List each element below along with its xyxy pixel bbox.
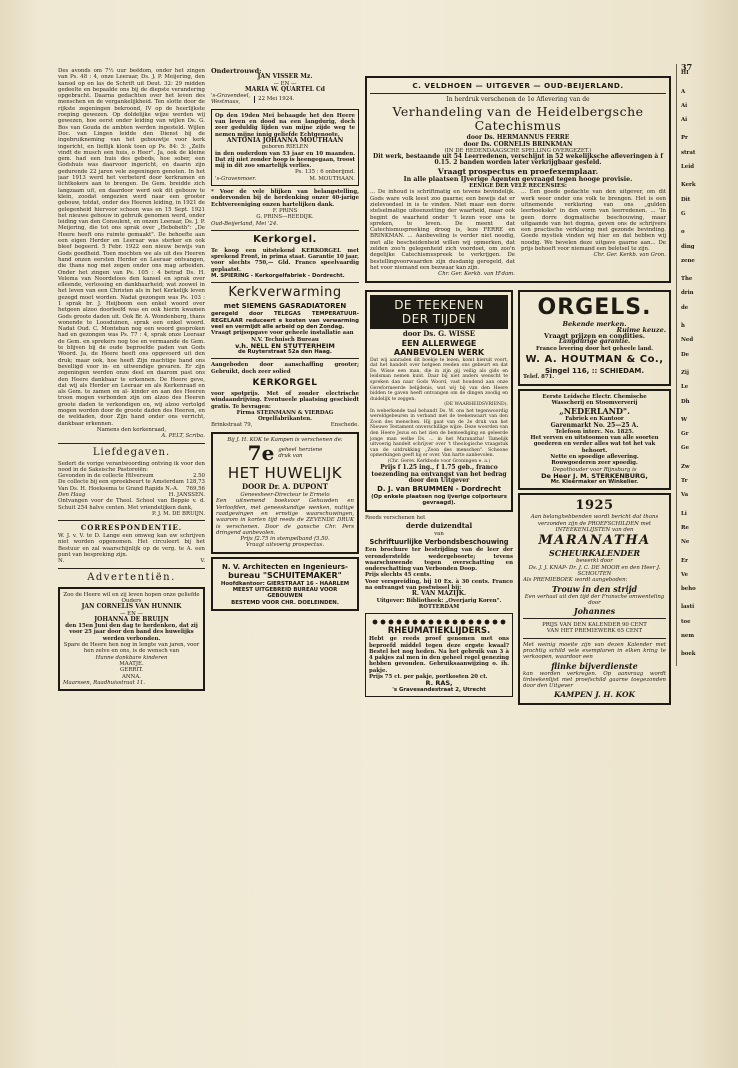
fragment-text: Pr xyxy=(681,135,688,142)
fragment-text: Ai xyxy=(681,102,688,109)
divider xyxy=(211,358,359,359)
fragment-text: Va xyxy=(681,492,689,499)
col3-left: DE TEEKENEN DER TIJDEN door Ds. G. WISSE EEN ALLERWEGE AANBEVOLEN WERK Dat wij aanraden dit boekje te lezen, komt hieruit voort, dat het handelt over hetgeen reeden ons gebeurt en dat Ds. Wisse een man, die in zijn gij veilig als gids en leidsman nemen kunt. Daar bij niet anders wenscht te spreken dan naar Gods Woord, vast houdend aan onze Gereformeerde belijdenis, wat wij bij van den Heere bidden te gaven heeft ontvangen om de dingen zoodig en duidelijk te zeggen. (DE WAARHEIDSVRIEND). In weberkende taal behandt Ds. W. ons het tegenwoordig wereldgebeuren in verband met de teekenwaart van den Zoon des menschen. Hij gaat van de 2e druk van het Nieuwe Testament onverschillige wijze. Deze woorden van den Heere Jezus en het zien de bemoediging en geleerde jonge man welke Ds. ... in het Maranatha! Tamelijk uitvoerig handelt schrijver over 't theologische vraagstuk van de uitdrukking „Zoon des menschen". Schoone opmerkingen geeft hij er over. Van harte aanbevolen. (Chr. Gerev. Kerkbode voor Groningen e. a.) Prijs f 1.25 ing., f 1.75 geb., franco toezending na ontvangst van het bedrag door den Uitgever D. J. van BRUMMEN - Dordrecht (Op enkele plaatsen nog ijverige colporteurs gevraagd). Reeds verschenen het derde duizendtal van Schriftuurlijke Verbondsbeschouwing Een brochure ter bestrijding van de leer der veronderstelde wedergeboorte; tevens waarschuwende tegen overschatting en onderschatting van Verbonden Doop. Prijs slechts 45 cents. Voor verspreiding, bij 10 Ex. à 30 cents. Franco na ontvangst van postwissel bij: R. VAN MAZIJK. Uitgever: Bibliotheek: „Overjarig Koren". ROTTERDAM RHEUMATIEKLIJDERS. Hebt ge reeds proef genomen met ons beproefd middel tegen deze ergste kwaal? Bestel het nog heden. Na het gebruik van 3 à 4 pakjes zal men in den geheel regel genezing hebben gevonden. Gebruiksaanwijzing o. ih. pakje. Prijs 75 ct. per pakje, portkosten 20 ct. R. RAS, 's Gravesandestraat 2, Utrecht xyxy=(365,287,513,708)
death-notice: Op den 19den Mei behaagde het den Heere van leven en dood na een langdurig, doch zeer geduldig lijden van mijne zijde weg te nemen mijne innig geliefde Echtgenoote, ANTONIA JOHANNA MOUTHAAN geboren RIELEN in den ouderdom van 53 jaar en 10 maanden. Dat zij niet zonder hoop is heengegaan, troost mij in dit zoo smartelijk verlies. Ps. 135 : 6 onberijmd. 's-Gravenmoer. M. MOUTHAAN. xyxy=(211,109,359,186)
maranatha-title: MARANATHA xyxy=(538,533,651,549)
fragment-text: Dit xyxy=(681,196,691,203)
correspondence-text: W. J. v. V. te D. Lange een omweg kan uw schrijven niet worden opgenomen. Het circuleert bij het Bestuur en zal waarschijnlijk op de verg. te A. een punt van bespreking zijn. xyxy=(58,533,205,559)
column-5-clipped xyxy=(676,64,738,666)
fragment-text: HI xyxy=(681,70,689,77)
fragment-text: drin xyxy=(681,290,694,297)
gift-row: Van Ds. H. Hoeksema te Grand Rapids N.-A. 769,56 xyxy=(58,485,205,492)
advertisements-title: Advertentiën. xyxy=(87,571,176,583)
gift-sign-2: P. J. M. DE BRUIJN. xyxy=(152,510,205,517)
fragment-text: ding xyxy=(681,243,695,250)
engaged-heading: Ondertrouwd: xyxy=(211,68,262,75)
fragment-text: lasti xyxy=(681,604,695,611)
divider xyxy=(58,568,205,569)
gifts-title: Liefdegaven. xyxy=(92,446,171,458)
clipped-fragments xyxy=(681,70,738,657)
gift-sign-row: Den Haag H. JANSSEN. xyxy=(58,492,205,498)
divider xyxy=(58,443,205,444)
maranatha-ad: 1925 Aan belanghebbenden wordt bericht dat thans verzonden zijn de PROEFSCHILDEN met INTEEKENLIJSTEN van den MARANATHA SCHEURKALENDER bewerkt door Ds. J. J. KNAP- Dr. J. C. DE MOOR en den Heer J. SCHOUTEN Als PREMIEBOEK wordt aangeboden: Trouw in den strijd Een verhaal uit den tijd der Fransche omwenteling door Johannes PRIJS VAN DEN KALENDER 90 CENT VAN HET PREMIEWERK 65 CENT Met weinig moeite zijn van dezen Kalender met prachtig schild vele exemplaren in elken kring te verkoopen, waardoor een flinke bijverdienste kan worden verkregen. Op aanvraag wordt tinteekenlijst met proefschild gaarne toegezonden door den Uitgever KAMPEN J. H. KOK xyxy=(518,493,671,704)
fragment-text: strat xyxy=(681,149,696,156)
seventh-edition: 7e xyxy=(247,441,275,466)
gifts-list xyxy=(58,473,205,492)
fragment-text: toe xyxy=(681,618,691,625)
orgels-ad: ORGELS. Bekende merken. Ruime keuze. Vraagt prijzen en condities. Langdurige garantie. Franco levering door het geheele land. W. A. HOUTMAN & Co., Singel 116, :: SCHIEDAM. Telef. 871. xyxy=(518,290,671,386)
column-4 xyxy=(518,287,671,708)
engaged-places: 's-Gravendeel, Westmaas, 22 Mei 1924. xyxy=(211,93,295,106)
spiering-line: M. SPIERING - Kerkorgelfabriek - Dordrecht. xyxy=(211,273,345,280)
gift-row: Gevonden in de collecte Hilversum 2.50 xyxy=(58,473,205,480)
fragment-text: zene xyxy=(681,257,695,264)
fragment-text: Ai xyxy=(681,117,688,124)
fragment-text: Dh xyxy=(681,398,690,405)
verhandeling-title: Verhandeling van de Heidelbergsche Catechismus xyxy=(392,104,644,134)
column-2: Ondertrouwd: JAN VISSER Mz. — EN — MARIA W. QUARTEL Cd 's-Gravendeel, Westmaas, 22 Mei 1924. Op den 19den Mei behaagde het den Heere van leven en dood na een langdurig, doch zeer geduldig lijden van mijne zijde weg te nemen mijne innig geliefde Echtgenoote, ANTONIA JOHANNA MOUTHAAN geboren RIELEN in den ouderdom van 53 jaar en 10 maanden. Dat zij niet zonder hoop is heengegaan, troost mij in dit zoo smartelijk verlies. Ps. 135 : 6 onberijmd. 's-Gravenmoer. M. MOUTHAAN. * Voor de vele blijken van belangstelling, ondervonden bij de herdenking onzer 40-jarige Echtvereeniging onzen hartelijken dank. F. PRINS G. PRINS—REEDIJK. Oud-Beijerland, Mei '24. Kerkorgel. Te koop een uitstekend KERKORGEL met sprekend Front, in prima staat. Garantie 10 jaar, voor slechts 750,— Gld. Franco speelvaardig geplaatst. M. SPIERING - Kerkorgelfabriek - Dordrecht. Kerkverwarming met SIEMENS GASRADIATOREN geregeld door TELEGAS TEMPERATUUR-REGELAAR reduceert e kosten van verwarming veel en vermijdt alle arbeid op den Zondag. Vraagt prijsopgave voor geheele installatie aan N.V. Technisch Bureau v.h. NELL EN STUTTERHEIM de Ruyterstraat 52a den Haag. Aangeboden door aanschaffing grooter; Gebruikt, doch zeer solied KERKORGEL voor spotprijs. Met of zonder electrische windaandrijving. Eventueele plaatsing geschiedt gratis. Te bevragen: Firma STEINMANN & VIERDAG Orgelfabrikanten. Brinkstraat 79, Enschede. Bij J. H. KOK te Kampen is verschenen de: 7e geheel herziene druk van HET HUWELIJK DOOR Dr. A. DUPONT Geneesheer-Directeur te Ermelo Een uitnemend boekvoor Gehuwden en Verloofden, met geneeskundige wenken, nuttige raadgevingen en ernstige waarschuwingen, waarom in korten tijd reeds de ZEVENDE DRUK is verschenen. Door de gansche Chr. Pers dringend aanbevolen. Prijs f2.75 in stempelband f3.50. Vraagt uitvoerig prospectus. N. V. Architecten en Ingenieurs- bureau "SCHUITEMAKER" Hoofdkantoor: GIERSTRAAT 16 - HAARLEM MEEST UITGEBREID BUREAU VOOR GEBOUWEN BESTEMD VOOR CHR. DOELEINDEN. xyxy=(211,68,359,614)
gift-row: De collecte bij een spreekbeurt te Amsterdam 128,73 xyxy=(58,479,205,486)
fragment-text: beho xyxy=(681,586,696,593)
church-history-article: Des avonds om 7½ uur beëdom, onder het zingen van Ps. 48 : 4, onze Leeraar, Ds. J. P. Meijering, den kansel op en las de Schrift uit Deut. 32: 29 midden gedeelte en bepaalde ons bij de diepste verandering opgebracht. Daarna gedachten over het leven des menschen en de vergankelijkheid. Ten slotte door de rijkste zegeningen bekroond, IV op de heerlijkste roeping gewezen. Op doldelijke wijze werden wij gewezen, hoe eerst onder leiding van wijlen Ds. G. Bos van Gouda de ambten werden ingesteld. Wijlen Doc. van Lingen leidde den Dienst bij de ingebruikneming van het gebouwtje voor kerk ingericht, en lieflijk klonk toen op Ps. 84: 3: „Zelfs vindt de musch een huis, o Heer". Ja, ook de kleine gem. had een huis des gebeds, hoe sober, een Godshuis was daarvoor ingericht, en daarin zijn gedurende 22 jaren vele zegeningen genoten. In het jaar 1913 werd het verbeterd door kerkramen en lichtkokers aan te brengen. De Gem. breidde zich langzaam uit, en daardoor werd ook dit gebouw te klein, zoodat omgezien werd naar een grooter gebouw, totdat, onder des Heeren leiding, in 1921 de gelegenheid hiervoor schoon was en 15 Sept. 1921 het nieuwe gebouw in gebruik genomen werd, onder leiding van den Consulent, en onzen Leeraar, Ds. J. P. Meijering, die tot ons sprak over „Hebobeth": „De Heere heeft ons ruimte gemaakt". De behoefte aan een eigen Herder en Leeraar was sterker en ook bleef begeerd. 5 Febr. 1922 een nieuw bewijs van Gods goedheid. Toen mochten we als uit des Heeren hand onzen eersten Herder en Leeraar ontvangen, die thans nog met zegen onder ons mag arbeiden. Onder het zingen van Ps. 105 : 4 betrad Ds. H. Velema van Noordeloos den kansel en sprak over elleende, verlossing en dankbaarheid; wat zoowel in het leven van een Christen als in het Kerkelijk leven gezegd moet worden. Nadat gezongen was Ps. 103 : 1 sprak br. J. Heijboom een enkel woord over hetgeen alzoo doorleefd was en ook hierin kwamen Gods groote daden uit. Ook Br. A. Wondenberg, thans wonende te Loosduinen, sprak een enkel woord. Nadat Oud. C. Monteban nog een woord gesproken had en gezongen was Ps. 77 : 4, sprak onze Leeraar de Gem. en sprekers nog toe en vermaande de Gem. te blijven bij de oude beproefde paden van Gods Woord. Ja, de Heere heeft ons opgevoerd uit den druk; maar ook, hoe heeft Zijn machtige hand ons bevelligd voor in- en uitwendige gevaren. Er zijn zegeningen werden onze deel en daarom past ons den Heere dankbaar te erkennen. De Heere geve, dat wij als Herder en Leeraar en als Kerkenraad en als Gem. te zamen en al- kinder en aan des Heeren troon mogen verbonden zijn om alzoo des Heeren groote daden te verkondigen en, wij alzoo vertolgd mogen worden door de groote daden des Heeren, en de weldaden, door Zijn hand onder ons verricht, dankbaar erkennen. xyxy=(58,68,205,427)
fragment-text: De xyxy=(681,351,690,358)
fragment-text: Leid xyxy=(681,164,695,171)
fragment-text: Gr xyxy=(681,431,689,438)
divider xyxy=(58,520,205,521)
fragment-text: Le xyxy=(681,384,689,391)
fragment-text: Tr xyxy=(681,478,688,485)
decorative-border-icon xyxy=(370,619,508,625)
huwelijk-book-ad: Bij J. H. KOK te Kampen is verschenen de: 7e geheel herziene druk van HET HUWELIJK DOOR Dr. A. DUPONT Geneesheer-Directeur te Ermelo Een uitnemend boekvoor Gehuwden en Verloofden, met geneeskundige wenken, nuttige raadgevingen en ernstige waarschuwingen, waarom in korten tijd reeds de ZEVENDE DRUK is verschenen. Door de gansche Chr. Pers dringend aanbevolen. Prijs f2.75 in stempelband f3.50. Vraagt uitvoerig prospectus. xyxy=(211,432,359,554)
catechismus-ad: C. VELDHOEN — UITGEVER — OUD-BEIJERLAND. In herdruk verschenen de 1e Aflevering van de Verhandeling van de Heidelbergsche Catechismus door Ds. HERMANNUS FERRE door Ds. CORNELIS BRINKMAN (IN DE HEDENDAAGSCHE SPELLING OVERGEZET.) Dit werk, bestaande uit 54 Leerredenen, verschijnt in 52 wekelijksche afleveringen à f 0.15. 2 banden worden later verkrijgbaar gesteld. Vraagt prospectus en proefexemplaar. In alle plaatsen IJverige Agenten gevraagd tegen hooge provisie. EENIGE DER VELE RECENSIES: ... De inhoud is schriftmatig en tevens bevindelijk. Gods ware volk leest zoo gaarne; een bewijs dat er zielevoedsel in is te vinden. Niet maar een dorre stelselmatige uiteenzetting der waarheid, maar ook begint de waarheid onder 't lezen voor ons te spreken, te leven. De meent dat Catechismuspreeking droog is, leze FERRE en BRINKMAN. ... Aanbeveling is verder niet noodig, met alle bescheidenheid willen wij opmerken, dat zelden zoo'n gelegenheid zich voordoet, om zoo'n degelijke Catechismuspreek te verkrijgen. De bestellingvoorwaarden zijn dusdanig geregeld, dat het voor niemand een bezwaar kan zijn. Chr. Ger. Kerkb. van H'dam. ... Een goede gedachte van den uitgever, om dit werk weer onder ons volk te brengen. Het is een uitnemende verklaring van ons „gulden leerboekske" in den vorm van leerredenen. ... 'In geen dorre dogmatische beschouwing, maar uitgaande van het dogma, geven ons de schrijvers een practische verklaring met gezonde bevinding. Goede mystiek vinden wij hier en dat hebben wij noodig. We bevelen deze uitgave gaarne aan... De prijs behoeft voor niemand een beletsel te zijn. Chr. Ger. Kerkb. van Gron. xyxy=(365,76,671,283)
kerkverwarming-heading: Kerkverwarming xyxy=(228,285,342,301)
kerkorgel-heading: Kerkorgel. xyxy=(253,233,317,245)
fragment-text: Zij xyxy=(681,369,689,376)
teekenen-ad: DE TEEKENEN DER TIJDEN door Ds. G. WISSE EEN ALLERWEGE AANBEVOLEN WERK Dat wij aanraden dit boekje te lezen, komt hieruit voort, dat het handelt over hetgeen reeden ons gebeurt en dat Ds. Wisse een man, die in zijn gij veilig als gids en leidsman nemen kunt. Daar bij niet anders wenscht te spreken dan naar Gods Woord, vast houdend aan onze Gereformeerde belijdenis, wat wij bij van den Heere bidden te gaven heeft ontvangen om de dingen zoodig en duidelijk te zeggen. (DE WAARHEIDSVRIEND). In weberkende taal behandt Ds. W. ons het tegenwoordig wereldgebeuren in verband met de teekenwaart van den Zoon des menschen. Hij gaat van de 2e druk van het Nieuwe Testament onverschillige wijze. Deze woorden van den Heere Jezus en het zien de bemoediging en geleerde jonge man welke Ds. ... in het Maranatha! Tamelijk uitvoerig handelt schrijver over 't theologische vraagstuk van de uitdrukking „Zoon des menschen". Schoone opmerkingen geeft hij er over. Van harte aanbevolen. (Chr. Gerev. Kerkbode voor Groningen e. a.) Prijs f 1.25 ing., f 1.75 geb., franco toezending na ontvangst van het bedrag door den Uitgever D. J. van BRUMMEN - Dordrecht (Op enkele plaatsen nog ijverige colporteurs gevraagd). xyxy=(365,290,513,512)
signoff: Namens den kerkenraad, xyxy=(96,426,167,433)
fragment-text: Li xyxy=(681,510,687,517)
correspondence-title: CORRESPONDENTIE. xyxy=(80,523,183,533)
anniversary-ad: Zoo de Heere wil en zij leven hopen onze geliefde Ouders JAN CORNELIS VAN HUNNIK — EN — JOHANNA DE BRUIJN den 15en Juni den dag te herdenken, dat zij voor 25 jaar door den band des huwelijks werden verbonden. Spare de Heere hen nog in lengte van jaren, voor hen zelve en ons, is de wensch van Hunne dankbare kinderen MAATJE. GERRIT. ANNA. Maarssen, Raadhuisstraat 11. xyxy=(58,587,205,691)
fragment-text: Zw xyxy=(681,463,690,470)
fragment-text: nem xyxy=(681,632,695,639)
architecten-ad: N. V. Architecten en Ingenieurs- bureau "SCHUITEMAKER" Hoofdkantoor: GIERSTRAAT 16 - HAARLEM MEEST UITGEBREID BUREAU VOOR GEBOUWEN BESTEMD VOOR CHR. DOELEINDEN. xyxy=(211,557,359,611)
page-number: 37 xyxy=(681,64,693,72)
thanks-notice: * Voor de vele blijken van belangstelling, ondervonden bij de herdenking onzer 40-jarige Echtvereeniging onzen hartelijken dank. xyxy=(211,189,359,208)
fragment-text: Ne xyxy=(681,539,690,546)
correspondence-sign: N. V. xyxy=(58,558,205,565)
fragment-text: de xyxy=(681,304,689,311)
fragment-text: Er xyxy=(681,557,688,564)
fragment-text: Ned xyxy=(681,337,694,344)
fragment-text: G xyxy=(681,210,686,217)
fragment-text: The xyxy=(681,276,693,283)
divider xyxy=(211,230,359,231)
gifts-text: Sedert de vorige verantwoording ontving ik voor den nood in de Saksische Pastoreiën: xyxy=(58,460,205,473)
fragment-text: A xyxy=(681,88,686,95)
fragment-text: boek xyxy=(681,651,696,658)
column-1 xyxy=(58,68,205,694)
gift-text-2: Ontvangen voor de Theol. School van Beppie v. d. Schuit 254 halve centen. Met vriendelijken dank, xyxy=(58,498,205,511)
fragment-text: Re xyxy=(681,524,689,531)
kerkorgel-2-heading: KERKORGEL xyxy=(252,377,318,388)
fragment-text: Kerk xyxy=(681,182,696,189)
signoff-scriba: A. PELT, Scriba. xyxy=(161,433,205,440)
column-3-wide xyxy=(365,68,671,708)
divider xyxy=(211,282,359,283)
fragment-text: h xyxy=(681,323,685,330)
fragment-text: W xyxy=(681,416,688,423)
fragment-text: o xyxy=(681,229,685,236)
huwelijk-title: HET HUWELIJK xyxy=(227,464,343,483)
fragment-text: Ge xyxy=(681,445,690,452)
wasscherij-ad: Eerste Leidsche Electr. Chemische Wasscherij en Stoomververij „NEDERLAND". Fabriek en Kantoor Garenmarkt No. 25—25 A. Telefoon interc. No. 1825. Het verven en uitstoomen van alle soorten goederen en verder alles wat tot het vak behoort. Nette en spoedige aflevering. Rouwgoederen zeer spoedig. Depothouder voor Rijnsburg is De Heer J. M. STERKENBURG, Mr. Kleermaker en Winkelier. xyxy=(518,389,671,491)
rheumatiek-ad: RHEUMATIEKLIJDERS. Hebt ge reeds proef genomen met ons beproefd middel tegen deze ergste kwaal? Bestel het nog heden. Na het gebruik van 3 à 4 pakjes zal men in den geheel regel genezing hebben gevonden. Gebruiksaanwijzing o. ih. pakje. Prijs 75 ct. per pakje, portkosten 20 ct. R. RAS, 's Gravesandestraat 2, Utrecht xyxy=(365,613,513,697)
fragment-text: Ve xyxy=(681,571,689,578)
